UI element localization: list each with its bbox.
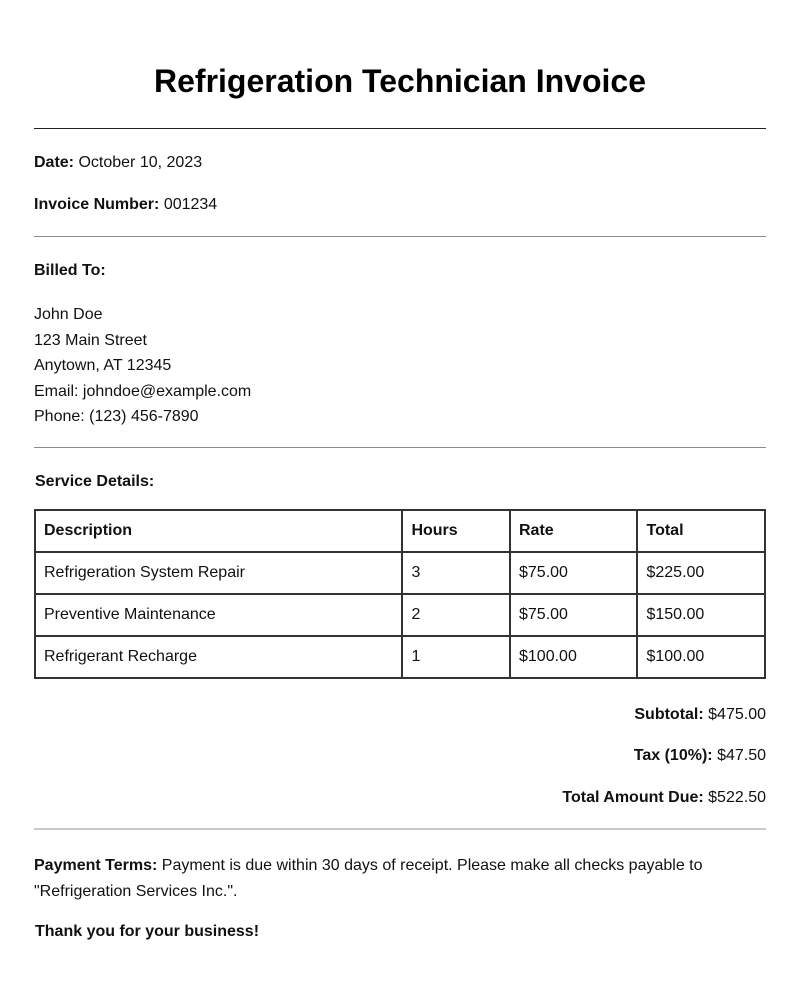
cell-description: Preventive Maintenance (35, 594, 402, 636)
total-due-line (562, 788, 766, 808)
customer-city: Anytown, AT 12345 (34, 357, 172, 374)
customer-phone: Phone: (123) 456-7890 (34, 408, 199, 425)
service-details-heading: Service Details: (35, 473, 155, 490)
billed-to-heading: Billed To: (34, 262, 106, 279)
column-header-hours: Hours (402, 510, 510, 552)
tax-value: $47.50 (717, 747, 766, 764)
customer-name: John Doe (34, 306, 103, 323)
table-header-row (35, 510, 765, 552)
tax-label: Tax (10%): (633, 747, 713, 764)
divider (34, 828, 766, 830)
customer-street: 123 Main Street (34, 331, 147, 349)
customer-email: Email: johndoe@example.com (34, 382, 252, 400)
column-header-rate: Rate (510, 510, 637, 552)
cell-description: Refrigerant Recharge (35, 636, 402, 678)
total-due-label: Total Amount Due: (562, 789, 704, 806)
cell-total: $225.00 (637, 552, 765, 594)
divider (34, 236, 766, 237)
cell-hours: 2 (402, 594, 510, 636)
column-header-total: Total (637, 510, 765, 552)
subtotal-line (634, 705, 766, 725)
table-row (35, 636, 765, 678)
cell-rate: $75.00 (510, 552, 637, 594)
billing-address (34, 302, 251, 430)
column-header-description: Description (35, 510, 402, 552)
invoice-date (34, 153, 202, 173)
date-label: Date: (34, 154, 75, 171)
cell-rate: $75.00 (510, 594, 637, 636)
payment-terms (34, 853, 734, 904)
invoice-number (34, 195, 217, 215)
thank-you-note: Thank you for your business! (35, 923, 260, 940)
subtotal-label: Subtotal: (634, 706, 704, 723)
tax-line (634, 746, 766, 766)
payment-terms-text: Payment is due within 30 days of receipt. Please make all checks payable to "Refrigeration Services Inc.". (34, 857, 703, 900)
divider (34, 128, 766, 129)
page-title: Refrigeration Technician Invoice (154, 63, 646, 99)
cell-description: Refrigeration System Repair (35, 552, 402, 594)
payment-terms-label: Payment Terms: (34, 857, 158, 874)
invoice-number-value: 001234 (163, 196, 218, 213)
total-due-value: $522.50 (708, 789, 766, 806)
date-value: October 10, 2023 (78, 154, 203, 171)
divider (34, 447, 766, 448)
service-table (34, 509, 766, 679)
cell-total: $150.00 (637, 594, 765, 636)
cell-hours: 1 (402, 636, 510, 678)
cell-rate: $100.00 (510, 636, 637, 678)
table-row (35, 594, 765, 636)
cell-total: $100.00 (637, 636, 765, 678)
subtotal-value: $475.00 (708, 706, 766, 723)
table-row (35, 552, 765, 594)
cell-hours: 3 (402, 552, 510, 594)
invoice-number-label: Invoice Number: (34, 196, 160, 213)
